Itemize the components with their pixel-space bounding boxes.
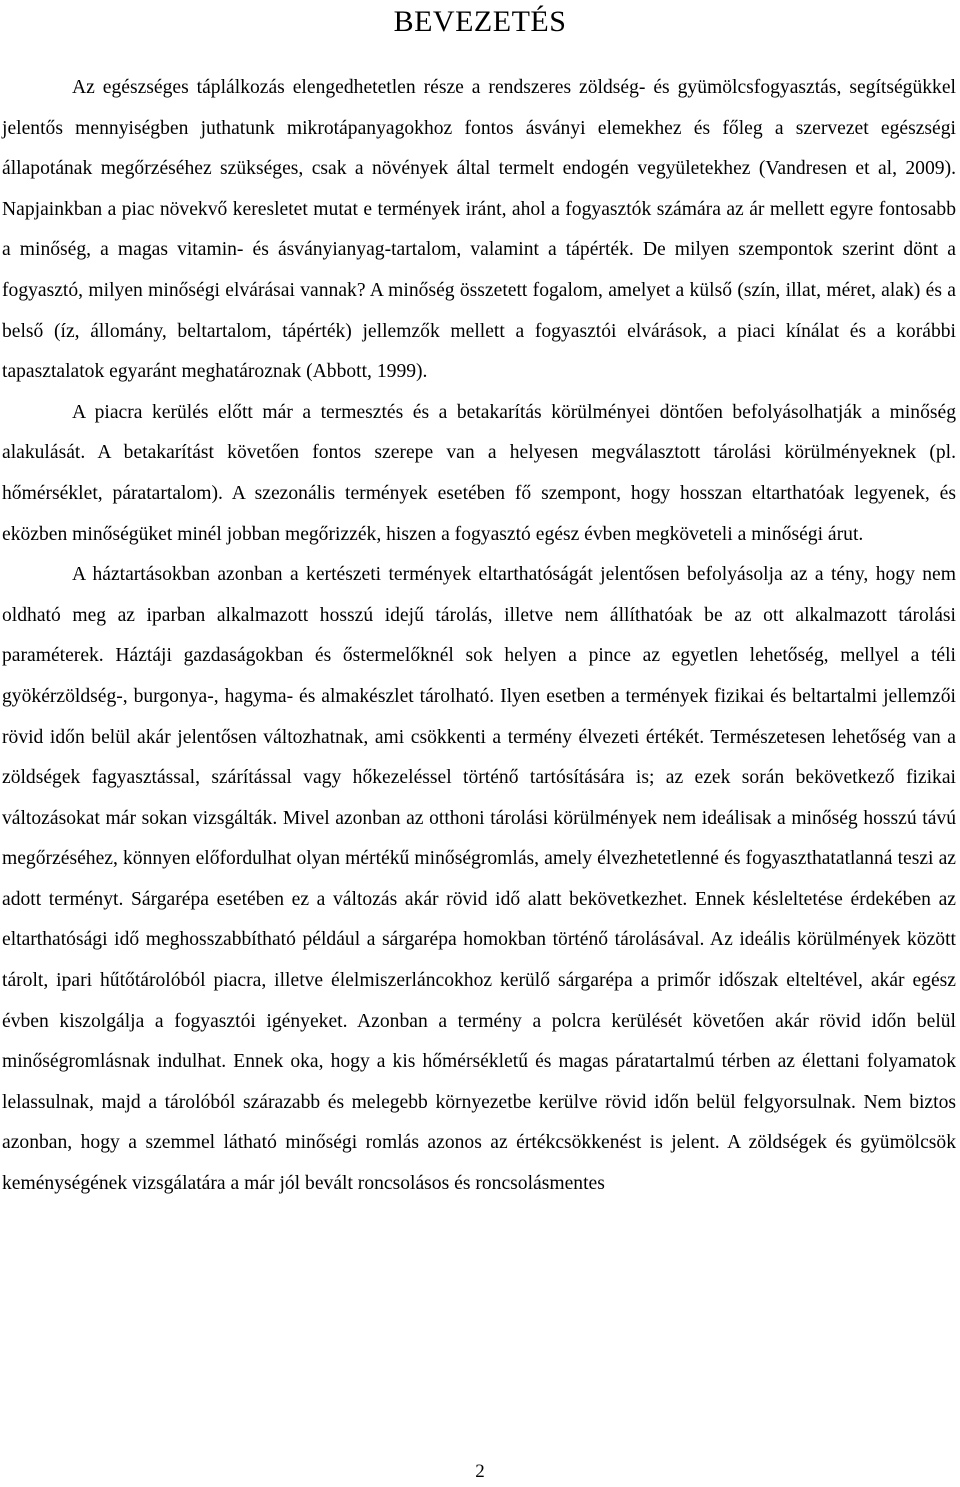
paragraph-household: A háztartásokban azonban a kertészeti termények eltarthatóságát jelentősen befolyásolja az a tény, hogy nem oldható meg az iparban alkalmazott hosszú idejű tárolás, illetve nem állíthatóak be az ott alkalmazott tárolási paraméterek. Háztáji gazdaságokban és őstermelőknél sok helyen a pince az egyetlen lehetőség, mellyel a téli gyökérzöldség-, burgonya-, hagyma- és almakészlet tárolható. Ilyen esetben a termények fizikai és beltartalmi jellemzői rövid időn belül akár jelentősen változhatnak, ami csökkenti a termény élvezeti értékét. Természetesen lehetőség van a zöldségek fagyasztással, szárítással vagy hőkezeléssel történő tartósítására is; az ezek során bekövetkező fizikai változásokat már sokan vizsgálták. Mivel azonban az otthoni tárolási körülmények nem ideálisak a minőség hosszú távú megőrzéséhez, könnyen előfordulhat olyan mértékű minőségromlás, amely élvezhetetlenné és fogyaszthatatlanná teszi az adott terményt. Sárgarépa esetében ez a változás akár rövid idő alatt bekövetkezhet. Ennek késleltetése érdekében az eltarthatósági idő meghosszabbítható például a sárgarépa homokban történő tárolásával. Az ideális körülmények között tárolt, ipari hűtőtárolóból piacra, illetve élelmiszerláncokhoz kerülő sárgarépa a primőr időszak elteltével, akár egész évben kiszolgálja a fogyasztói igényeket. Azonban a termény a polcra kerülését követően akár rövid időn belül minőségromlásnak indulhat. Ennek oka, hogy a kis hőmérsékletű és magas páratartalmú térben az élettani folyamatok lelassulnak, majd a tárolóból szárazabb és melegebb környezetbe kerülve rövid időn belül felgyorsulnak. Nem biztos azonban, hogy a szemmel látható minőségi romlás azonos az értékcsökkenést is jelent. A zöldségek és gyümölcsök keménységének vizsgálatára a már jól bevált roncsolásos és roncsolásmentes	[2, 564, 956, 1195]
page-number: 2	[475, 1461, 485, 1482]
paragraph-intro: Az egészséges táplálkozás elengedhetetlen része a rendszeres zöldség- és gyümölcsfogyasztás, segítségükkel jelentős mennyiségben juthatunk mikrotápanyagokhoz fontos ásványi elemekhez és főleg a szervezet egészségi állapotának megőrzéséhez szükséges, csak a növények által termelt endogén vegyületekhez (Vandresen et al, 2009). Napjainkban a piac növekvő keresletet mutat e termények iránt, ahol a fogyasztók számára az ár mellett egyre fontosabb a minőség, a magas vitamin- és ásványianyag-tartalom, valamint a tápérték. De milyen szempontok szerint dönt a fogyasztó, milyen minőségi elvárásai vannak? A minőség összetett fogalom, amelyet a külső (szín, illat, méret, alak) és a belső (íz, állomány, beltartalom, tápérték) jellemzők mellett a fogyasztói elvárások, a piaci kínálat és a korábbi tapasztalatok egyaránt meghatároznak (Abbott, 1999).	[2, 77, 956, 383]
paragraph-storage: A piacra kerülés előtt már a termesztés és a betakarítás körülményei döntően befolyásolhatják a minőség alakulását. A betakarítást követően fontos szerepe van a helyesen megválasztott tárolási körülményeknek (pl. hőmérséklet, páratartalom). A szezonális termények esetében fő szempont, hogy hosszan eltarthatóak legyenek, és eközben minőségüket minél jobban megőrizzék, hiszen a fogyasztó egész évben megköveteli a minőségi árut.	[2, 401, 956, 545]
page-title: BEVEZETÉS	[393, 5, 567, 38]
body-text	[2, 68, 956, 1205]
